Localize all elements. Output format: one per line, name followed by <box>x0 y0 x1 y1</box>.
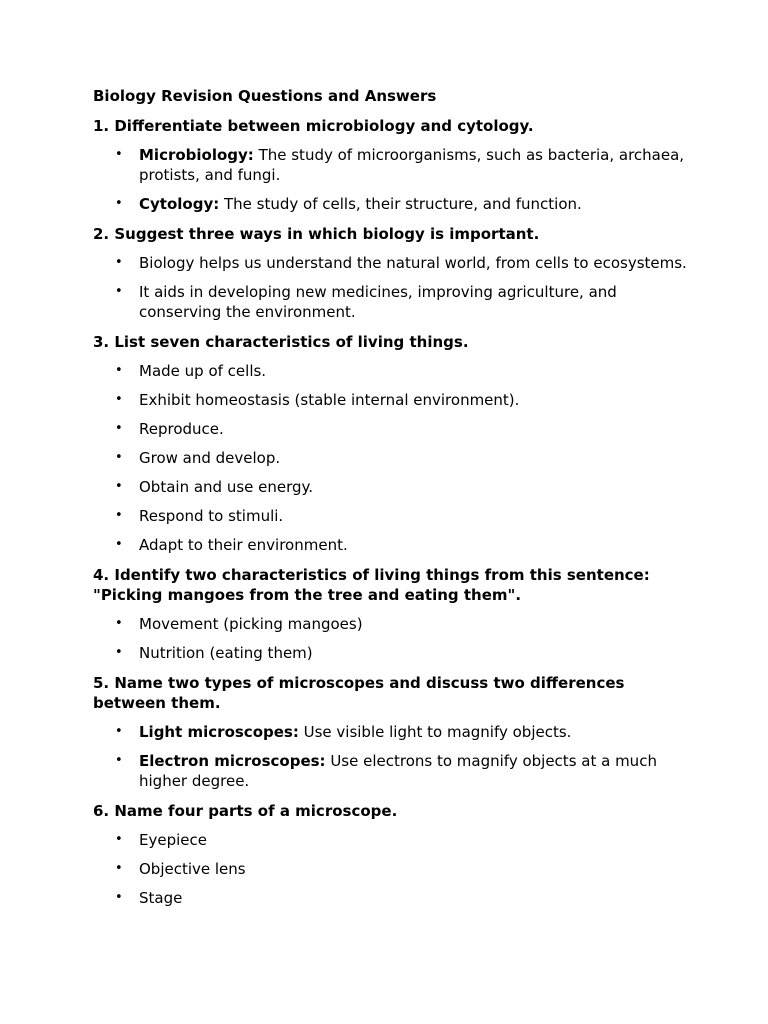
document-title: Biology Revision Questions and Answers <box>93 87 437 105</box>
answer-text: Use electrons to magnify objects at a much higher degree. <box>139 752 657 790</box>
answer-text: Obtain and use energy. <box>139 478 314 496</box>
question-heading: 3. List seven characteristics of living things. <box>93 333 469 351</box>
bullet-icon: • <box>115 421 123 436</box>
answer-item <box>93 145 693 185</box>
answer-item <box>93 751 693 791</box>
answer-text: It aids in developing new medicines, improving agriculture, and conserving the environment. <box>139 283 617 321</box>
answer-item <box>93 253 693 273</box>
answer-list <box>93 361 693 555</box>
answer-text: Eyepiece <box>139 831 207 849</box>
answer-list <box>93 145 693 214</box>
answer-text: Exhibit homeostasis (stable internal environment). <box>139 391 520 409</box>
bullet-icon: • <box>115 890 123 905</box>
bullet-icon: • <box>115 479 123 494</box>
answer-item <box>93 722 693 742</box>
answer-term: Electron microscopes: <box>139 752 326 770</box>
answer-item <box>93 419 693 439</box>
bullet-icon: • <box>115 508 123 523</box>
answer-item <box>93 888 693 908</box>
bullet-icon: • <box>115 537 123 552</box>
answer-item <box>93 194 693 214</box>
answer-item <box>93 477 693 497</box>
answer-text: Nutrition (eating them) <box>139 644 313 662</box>
answer-item <box>93 859 693 879</box>
bullet-icon: • <box>115 363 123 378</box>
answer-item <box>93 535 693 555</box>
question-block-6 <box>93 801 693 908</box>
question-heading: 6. Name four parts of a microscope. <box>93 802 398 820</box>
answer-term: Cytology: <box>139 195 220 213</box>
question-heading: 2. Suggest three ways in which biology is important. <box>93 225 540 243</box>
answer-item <box>93 361 693 381</box>
answer-text: Grow and develop. <box>139 449 281 467</box>
answer-text: Adapt to their environment. <box>139 536 348 554</box>
bullet-icon: • <box>115 147 123 162</box>
answer-text: Use visible light to magnify objects. <box>298 723 572 741</box>
bullet-icon: • <box>115 450 123 465</box>
answer-text: Biology helps us understand the natural world, from cells to ecosystems. <box>139 254 687 272</box>
answer-text: The study of microorganisms, such as bacteria, archaea, protists, and fungi. <box>139 146 685 184</box>
answer-list <box>93 614 693 663</box>
bullet-icon: • <box>115 832 123 847</box>
answer-text: Respond to stimuli. <box>139 507 284 525</box>
question-heading: 4. Identify two characteristics of living things from this sentence: "Picking mangoes from the tree and eating them". <box>93 566 650 604</box>
answer-item <box>93 448 693 468</box>
answer-list <box>93 722 693 791</box>
bullet-icon: • <box>115 724 123 739</box>
answer-list <box>93 830 693 908</box>
answer-text: Movement (picking mangoes) <box>139 615 363 633</box>
answer-item <box>93 390 693 410</box>
bullet-icon: • <box>115 284 123 299</box>
bullet-icon: • <box>115 196 123 211</box>
bullet-icon: • <box>115 861 123 876</box>
bullet-icon: • <box>115 392 123 407</box>
answer-term: Light microscopes: <box>139 723 299 741</box>
bullet-icon: • <box>115 645 123 660</box>
bullet-icon: • <box>115 616 123 631</box>
answer-item <box>93 830 693 850</box>
answer-term: Microbiology: <box>139 146 254 164</box>
answer-text: Objective lens <box>139 860 246 878</box>
answer-item <box>93 282 693 322</box>
document-page <box>93 86 693 918</box>
answer-item <box>93 614 693 634</box>
question-block-2 <box>93 224 693 322</box>
question-block-1 <box>93 116 693 214</box>
question-block-4 <box>93 565 693 663</box>
answer-list <box>93 253 693 322</box>
question-block-3 <box>93 332 693 555</box>
answer-item <box>93 506 693 526</box>
answer-text: Stage <box>139 889 183 907</box>
answer-text: Made up of cells. <box>139 362 267 380</box>
question-heading: 5. Name two types of microscopes and discuss two differences between them. <box>93 674 625 712</box>
question-block-5 <box>93 673 693 791</box>
question-heading: 1. Differentiate between microbiology and cytology. <box>93 117 534 135</box>
bullet-icon: • <box>115 255 123 270</box>
answer-item <box>93 643 693 663</box>
answer-text: The study of cells, their structure, and function. <box>219 195 582 213</box>
bullet-icon: • <box>115 753 123 768</box>
answer-text: Reproduce. <box>139 420 224 438</box>
